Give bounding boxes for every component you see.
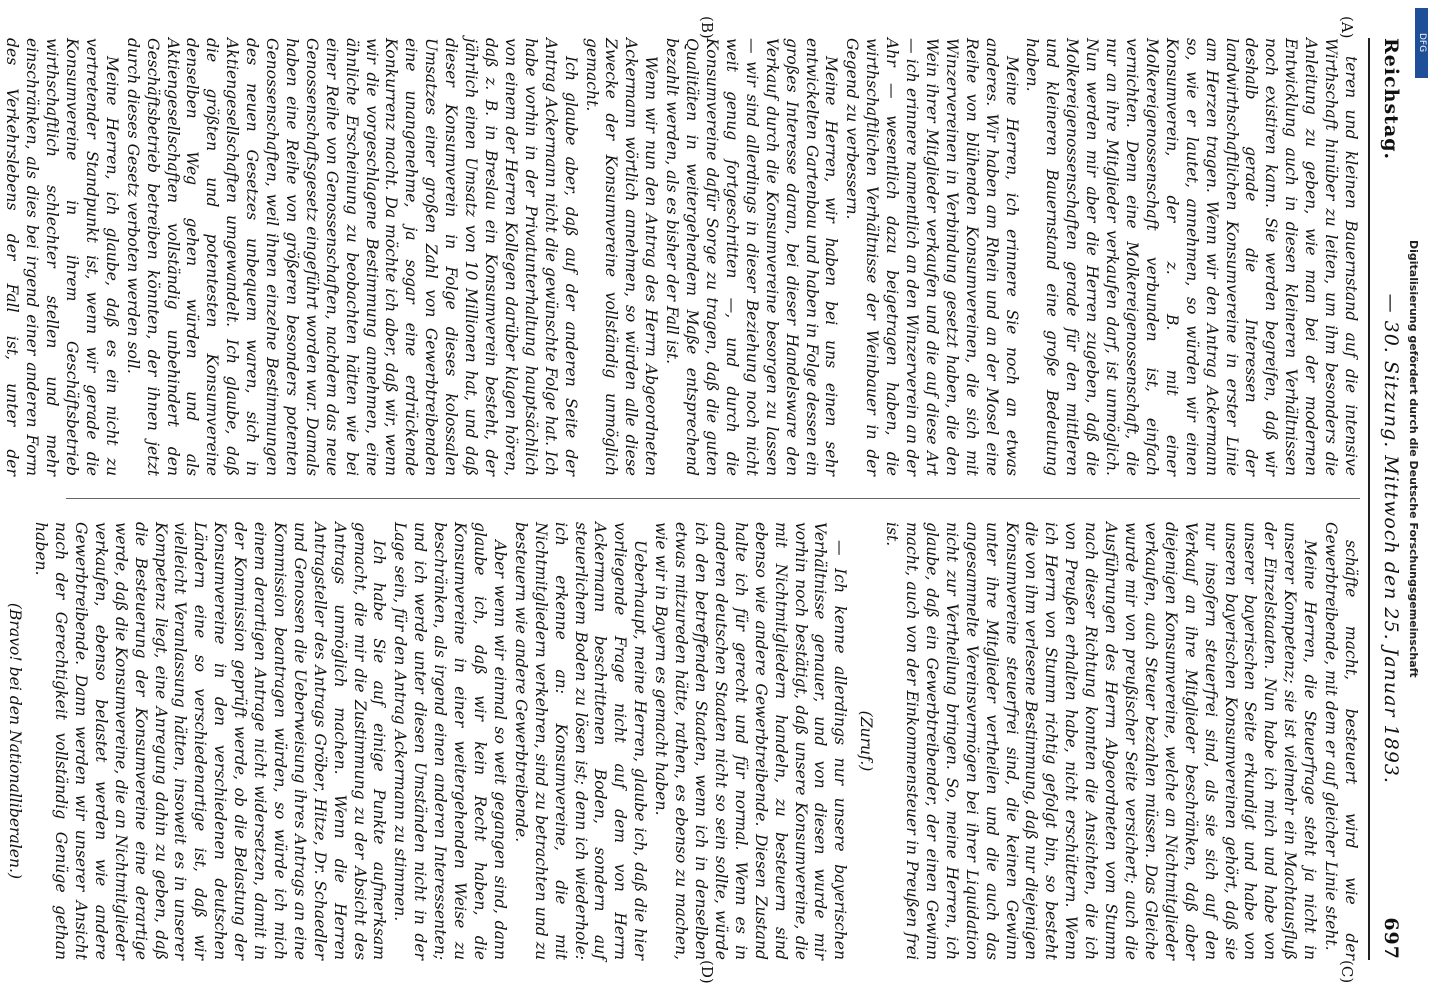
- paragraph: Meine Herren, die Steuerfrage steht ja nicht in unserer Kompetenz; sie ist vielmehr ein Machtausfluß der Einzelstaaten. Nun habe ich mich und habe von unserer bayerischen Seite erkundigt und habe von unseren bayerischen Konsumvereinen gehört, daß sie nur insofern steuerfrei sind, als sie sich auf den Verkauf an ihre Mitglieder beschränken, daß aber diejenigen Konsumvereine, welche an Nichtmitglieder verkaufen, auch Steuer bezahlen müssen. Das Gleiche wurde mir von preußischer Seite versichert; auch die Ausführungen des Herrn Abgeordneten vom Stumm nach dieser Richtung konnten die Ansichten, die ich von Preußen erhalten habe, nicht erschüttern. Wenn ich Herrn von Stumm richtig gefolgt bin, so besteht die von ihm verlesene Bestimmung, daß nur diejenigen Konsumvereine steuerfrei sind, die keinen Gewinn unter ihre Mitglieder vertheilen und die auch das angesammelte Vereinsvermögen bei ihrer Liquidation nicht zur Vertheilung bringen. So, meine Herren, ich glaube, daß ein Gewerbtreibender, der einen Gewinn macht, auch von der Einkommensteuer in Preußen frei ist.: [883, 522, 1320, 960]
- digitization-credit: Digitalisierung gefördert durch die Deutsche Forschungsgemeinschaft: [1407, 240, 1420, 678]
- page-header: [1374, 38, 1408, 960]
- paragraph: Wenn wir nun den Antrag des Herrn Abgeordneten Ackermann wörtlich annehmen, so würden alle diese Zwecke der Konsumvereine vollständig unmöglich gemacht.: [582, 38, 661, 476]
- interjection: (Bravo! bei den Nationalliberalen.): [6, 602, 25, 880]
- paragraph: Meine Herren, ich erinnere Sie noch an etwas anderes. Wir haben am Rhein und an der Mosel eine Reihe von blühenden Konsumvereinen, die sich mit Winzervereinen in Verbindung gesetzt haben, die den Wein ihrer Mitglieder verkaufen und die auf diese Art — ich erinnere namentlich an den Winzerverein an der Ahr — wesentlich dazu beigetragen haben, die wirthschaftlichen Verhältnisse der Weinbauer in der Gegend zu verbessern.: [843, 38, 1021, 476]
- paragraph: — Ich kenne allerdings nur unsere bayerischen Verhältnisse genauer, und von diesen wurde mir vorhin noch bestätigt, daß unsere Konsumvereine, die mit Nichtmitgliedern handeln, zu besteuern sind ebenso wie andere Gewerbtreibende. Diesen Zustand halte ich für gerecht und für normal. Wenn es in anderen deutschen Staaten nicht so sein sollte, würde ich den betreffenden Staaten, wenn ich in denselben etwas mitzureden hätte, rathen, es ebenso zu machen, wie wir in Bayern es gemacht haben.: [652, 522, 850, 960]
- margin-marker-d: (D): [698, 960, 716, 984]
- margin-marker-c: (C): [1338, 960, 1356, 984]
- right-text-column: [6, 522, 1360, 960]
- column-divider: [66, 498, 1360, 499]
- paragraph: Ich habe Sie auf einige Punkte aufmerksam gemacht, die mir die Zustimmung zu der Absicht des Antrags unmöglich machen. Wenn die Herren Antragsteller des Antrags Gröber, Hitze, Dr. Schaedler und Genossen die Ueberweisung ihres Antrags an eine Kommission beantragen würden, so würde ich mich einem derartigen Antrage nicht widersetzen, damit in der Kommission geprüft werde, ob die Belastung der Konsumvereine in den verschiedenen deutschen Ländern eine so verschiedenartige ist, daß wir vielleicht Veranlassung hätten, insoweit es in unserer Kompetenz liegt, eine Anregung dahin zu geben, daß die Besteuerung der Konsumvereine eine derartige werde, daß die Konsumvereine, die an Nichtmitglieder verkaufen, ebenso belastet werden wie andere Gewerbtreibende. Dann werden wir unserer Ansicht nach der Gerechtigkeit vollständig Genüge gethan haben.: [32, 522, 389, 960]
- page-number: 697: [1380, 917, 1402, 960]
- header-title: Reichstag.: [1380, 38, 1402, 161]
- document-page: [3, 14, 1416, 984]
- paragraph: schäfte macht, besteuert wird wie der Gewerbtreibende, mit dem er auf gleicher Linie steht.: [1322, 522, 1360, 960]
- paragraph: Aber wenn wir einmal so weit gegangen sind, dann glaube ich, daß wir kein Recht haben, die Konsumvereine in einer weitergehenden Weise zu beschränken, als irgend einen anderen Interessenten; und ich werde unter diesen Umständen nicht in der Lage sein, für den Antrag Ackermann zu stimmen.: [391, 522, 509, 960]
- paragraph: Meine Herren, wir haben bei uns einen sehr entwickelten Gartenbau und haben in Folge dessen ein großes Interesse daran, bei dieser Handelsware den Verkauf durch die Konsumvereine besorgen zu lassen — wir sind allerdings in dieser Beziehung noch nicht weit genug fortgeschritten —, und durch die Konsumvereine dafür Sorge zu tragen, daß die guten Qualitäten in weitergehendem Maße entsprechend bezahlt werden, als es bisher der Fall ist.: [663, 38, 841, 476]
- paragraph: teren und kleinen Bauernstand auf die intensive Wirthschaft hinüber zu leiten, um ihm besonders die Anleitung zu geben, wie man bei der modernen Entwicklung auch in diesen kleineren Verhältnissen noch existiren kann. Sie werden begreifen, daß wir deshalb gerade die Interessen der landwirthschaftlichen Konsumvereine in erster Linie am Herzen tragen. Wenn wir den Antrag Ackermann so, wie er lautet, annehmen, so würden wir einen Konsumverein, der z. B. mit einer Molkereigenossenschaft verbunden ist, einfach vernichten. Denn eine Molkereigenossenschaft, die nur an ihre Mitglieder verkaufen darf, ist unmöglich. Nun werden mir aber die Herren zugeben, daß die Molkereigenossenschaften gerade für den mittleren und kleineren Bauernstand eine große Bedeutung haben.: [1023, 38, 1360, 476]
- left-text-column: [3, 38, 1360, 476]
- paragraph: Ich glaube aber, daß auf der anderen Seite der Antrag Ackermann nicht die gewünschte Folge hat. Ich habe vorhin in der Privatunterhaltung hauptsächlich von einem der Herren Kollegen darüber klagen hören, daß z. B. in Breslau ein Konsumverein besteht, der jährlich einen Umsatz von 10 Millionen hat, und daß dieser Konsumverein in Folge dieses kolossalen Umsatzes einer großen Zahl von Gewerbtreibenden eine unangenehme, ja sogar eine erdrückende Konkurrenz macht. Da möchte ich aber, daß wir, wenn wir die vorgeschlagene Bestimmung annehmen, eine ähnliche Erscheinung zu beobachten hätten wie bei einer Reihe von Genossenschaften, nachdem das neue Genossenschaftsgesetz eingeführt worden war. Damals haben eine Reihe von größeren besonders potenten Genossenschaften, weil ihnen einzelne Bestimmungen des neuen Gesetzes unbequem waren, sich in Aktiengesellschaften umgewandelt. Ich glaube, daß die größten und potentesten Konsumvereine denselben Weg gehen würden und als Aktiengesellschaften vollständig unbehindert den Geschäftsbetrieb betreiben könnten, der ihnen jetzt durch dieses Gesetz verboten werden soll.: [123, 38, 580, 476]
- header-session-date: — 30. Sitzung. Mittwoch den 25. Januar 1893.: [1380, 293, 1402, 784]
- header-rule: [1368, 38, 1370, 960]
- margin-marker-a: (A): [1338, 16, 1356, 39]
- paragraph: Ueberhaupt, meine Herren, glaube ich, daß die hier vorliegende Frage nicht auf dem von Herrn Ackermann beschrittenen Boden, sondern auf steuerlichem Boden zu lösen ist; denn ich wiederhole: ich erkenne an: Konsumvereine, die mit Nichtmitgliedern verkehren, sind zu betrachten und zu besteuern wie andere Gewerbtreibende.: [511, 522, 650, 960]
- margin-marker-b: (B): [698, 16, 716, 39]
- interjection: (Zuruf.): [857, 710, 876, 772]
- paragraph: Meine Herren, ich glaube, daß es ein nicht zu vertretender Standpunkt ist, wenn wir gerade die Konsumvereine in ihrem Geschäftsbetrieb wirthschaftlich schlechter stellen und mehr einschränken, als dies bei irgend einer anderen Form des Verkehrslebens der Fall ist, unter der: [3, 38, 121, 476]
- dfg-logo: DFG: [1415, 8, 1428, 78]
